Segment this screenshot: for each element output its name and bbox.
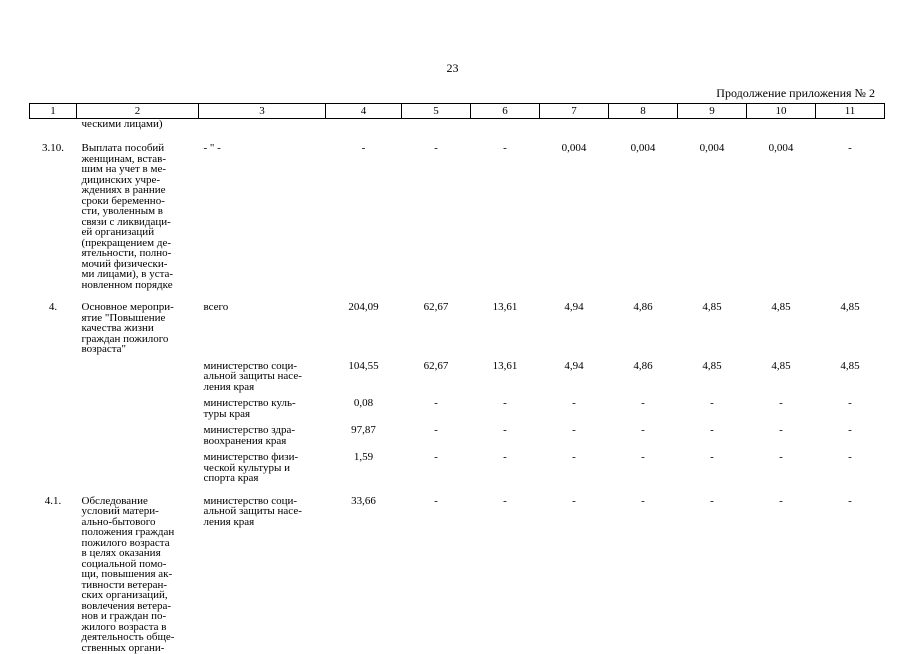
value-cell: - [779,451,783,463]
value-cell: - [710,424,714,436]
table-row [30,135,885,290]
value-cell: 0,08 [353,397,374,409]
value-cell: 4,94 [564,301,584,313]
executor-cell [199,135,326,290]
value-cell: - [434,494,438,507]
item-number [30,419,77,446]
value-cell: 4,86 [633,359,653,372]
table-row [30,446,885,484]
activity-name-line: граждан пожилого [81,332,169,345]
value-cell [402,119,471,136]
activity-name-cell [77,355,199,393]
activity-name-line: ми лицами), в уста- [81,268,174,280]
executor-line: всего [203,301,229,313]
value-cell: - [848,451,852,463]
executor-line: альной защиты насе- [203,505,302,517]
activity-name-line: мочий физически- [81,257,168,270]
column-header: 9 [678,104,747,119]
executor-line: туры края [203,407,251,420]
activity-name-cell [77,392,199,419]
value-cell: 0,004 [630,142,656,154]
appendix-continuation-label: Продолжение приложения № 2 [716,86,875,100]
value-cell: - [434,142,438,154]
table-row [30,355,885,393]
activity-name-line: Обследование [81,494,148,507]
column-header: 10 [747,104,816,119]
value-cell: 62,67 [423,359,449,372]
value-cell: 0,004 [561,142,587,154]
value-cell: 97,87 [351,424,376,436]
executor-line: воохранения края [203,434,287,447]
value-cell: - [503,397,507,409]
activity-name-line: в целях оказания [81,547,161,559]
activity-name-line: положения граждан [81,526,175,538]
executor-line: министерство физи- [203,451,299,463]
activity-name-line: ственных органи- [81,641,165,654]
activity-name-line: возраста" [81,343,127,355]
value-cell: - [572,397,576,409]
value-cell: 4,86 [633,301,653,313]
value-cell: 4,85 [702,301,722,313]
table-row [30,392,885,419]
column-header: 8 [609,104,678,119]
executor-cell [199,392,326,419]
activity-name-line: ально-бытового [81,515,156,528]
value-cell: - [503,451,507,463]
value-cell: - [641,451,645,463]
activity-name-line: Выплата пособий [81,142,165,154]
table-row [30,419,885,446]
value-cell: - [779,397,783,409]
activity-name-line: ятие "Повышение [81,311,166,324]
activity-name-line: шим на учет в ме- [81,163,167,175]
value-cell: 62,67 [423,301,449,313]
activity-name-line: ятельности, полно- [81,247,172,259]
value-cell [747,119,816,136]
value-cell: - [503,142,507,154]
value-cell: - [361,142,366,154]
executor-line: министерство соци- [203,359,298,372]
activity-name-line: женщинам, встав- [81,152,167,165]
executor-line: министерство соци- [203,494,298,507]
activity-name-line: нов и граждан по- [81,610,167,622]
executor-cell [199,446,326,484]
value-cell: 0,004 [699,142,725,154]
activity-name-line: вовлечения ветера- [81,599,172,612]
activity-name-line: ждениях в ранние [81,184,166,196]
activity-name-line: сти, уволенным в [81,205,163,217]
value-cell: - [434,424,438,436]
activity-name-cell [77,135,199,290]
activity-name-line: жилого возраста в [81,620,167,633]
item-number [30,446,77,484]
activity-name-line: качества жизни [81,322,154,334]
column-header: 2 [77,104,199,119]
value-cell: - [710,397,714,409]
executor-line: ления края [203,515,255,528]
column-header: 3 [199,104,326,119]
value-cell: 0,004 [768,142,794,154]
item-number: 4. [48,301,58,313]
value-cell: - [848,142,852,154]
activity-name-line: деятельность обще- [81,631,175,643]
activity-name-line: ских организаций, [81,589,168,601]
value-cell [326,119,402,136]
activity-name-line: социальной помо- [81,557,167,570]
value-cell [540,119,609,136]
value-cell: - [572,451,576,463]
value-cell: - [641,494,645,507]
table-row [30,290,885,355]
value-cell: 1,59 [353,451,374,463]
value-cell: - [779,424,783,436]
value-cell: 4,85 [771,359,791,372]
activity-name-cell [77,119,199,136]
value-cell: 104,55 [348,359,379,372]
value-cell: - [641,424,645,436]
activity-name-cell [77,419,199,446]
value-cell: - [434,451,438,463]
value-cell: 204,09 [348,301,379,313]
value-cell: - [710,451,714,463]
executor-cell [199,355,326,393]
activity-name-line: новленном порядке [81,278,173,291]
executor-cell [199,484,326,654]
item-number [30,119,77,136]
value-cell: - [710,494,714,507]
table-row [30,484,885,654]
activity-name-line: тивности ветеран- [81,578,168,591]
value-cell [816,119,885,136]
executor-cell [199,419,326,446]
value-cell: - [779,494,783,507]
executor-line: министерство куль- [203,397,296,409]
executor-line: спорта края [203,472,259,484]
value-cell: - [572,494,576,507]
activity-name-line: Основное меропри- [81,301,174,313]
executor-cell [199,290,326,355]
activity-name-line: связи с ликвидаци- [81,215,171,228]
column-header: 5 [402,104,471,119]
activity-name-line: сроки беременно- [81,194,165,207]
value-cell: 13,61 [492,359,518,372]
item-number: 3.10. [42,142,64,154]
activity-name-line: ей организаций [81,226,155,238]
value-cell: - [641,397,645,409]
table-body [30,119,885,654]
value-cell [609,119,678,136]
activity-name-line: пожилого возраста [81,536,170,549]
activity-name-line: щи, повышения ак- [81,568,173,580]
value-cell: - [848,397,852,409]
column-header: 1 [30,104,77,119]
column-header: 7 [540,104,609,119]
activity-name-cell [77,446,199,484]
value-cell: - [503,424,507,436]
page-number: 23 [446,61,459,75]
activity-name-line: дицинских учре- [81,173,161,186]
value-cell: - [434,397,438,409]
value-cell [678,119,747,136]
executor-line: ческой культуры и [203,461,290,474]
value-cell: 33,66 [351,494,376,507]
value-cell: 13,61 [492,301,518,313]
executor-line: альной защиты насе- [203,370,302,382]
value-cell: - [848,494,852,507]
item-number [30,392,77,419]
value-cell: - [572,424,576,436]
value-cell: 4,85 [702,359,722,372]
activity-name-line: ческими лицами) [81,118,163,130]
column-header: 6 [471,104,540,119]
value-cell: 4,94 [564,359,584,372]
budget-table [29,103,885,653]
item-number [30,355,77,393]
value-cell: - [503,494,507,507]
executor-cell [199,119,326,136]
activity-name-cell [77,290,199,355]
executor-line: - " - [203,142,221,154]
column-number-header-row [30,104,885,119]
item-number: 4.1. [44,494,62,507]
activity-name-cell [77,484,199,654]
value-cell: 4,85 [840,359,860,372]
value-cell: 4,85 [771,301,791,313]
activity-name-line: условий матери- [81,505,159,517]
executor-line: ления края [203,380,255,393]
value-cell [471,119,540,136]
column-header: 4 [326,104,402,119]
column-header: 11 [816,104,885,119]
activity-name-line: (прекращением де- [81,236,172,249]
value-cell: 4,85 [840,301,860,313]
table-row [30,119,885,136]
value-cell: - [848,424,852,436]
executor-line: министерство здра- [203,424,296,436]
